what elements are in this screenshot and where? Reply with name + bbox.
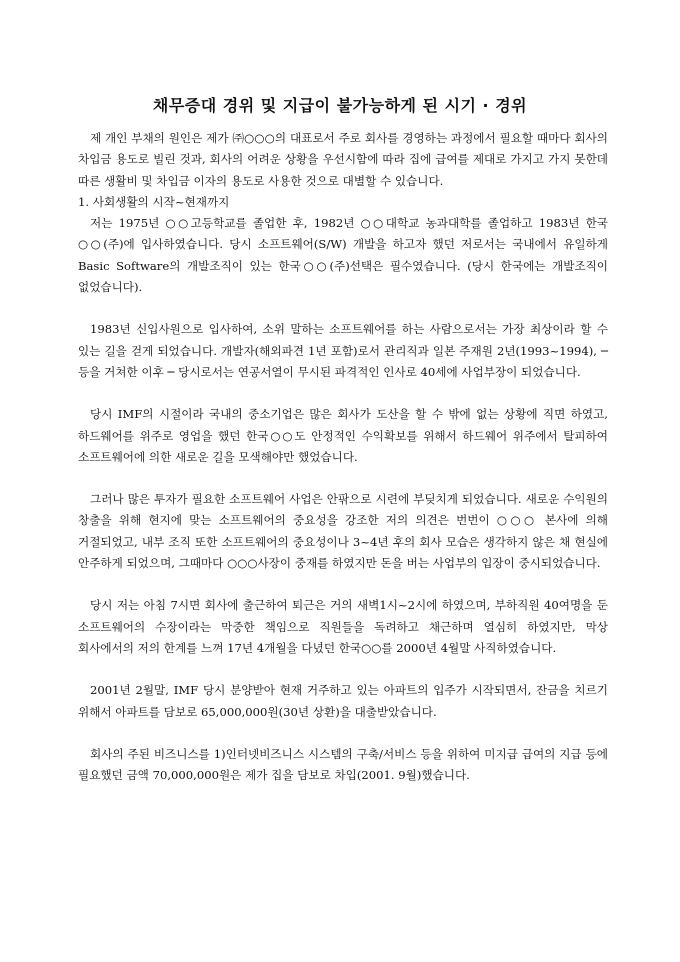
paragraph-intro: 제 개인 부채의 원인은 제가 ㈜○○○의 대표로서 주로 회사를 경영하는 과정에서 필요할 때마다 회사의 차입금 용도로 빌린 것과, 회사의 어려운 상황을 우선시함에 따라 집에 급여를 제대로 가지고 가지 못한데 따른 생활비 및 차입금 이자의 용도로 사용한 것으로 대별할 수 있습니다. xyxy=(78,131,609,188)
section-heading-career: 1. 사회생활의 시작~현재까지 xyxy=(78,194,230,209)
paragraph-resignation: 당시 저는 아침 7시면 회사에 출근하여 퇴근은 거의 새벽1시~2시에 하였으며, 부하직원 40여명을 둔 소프트웨어의 수장이라는 막중한 책임으로 직원들을 독려하고 채근하며 열심히 하였지만, 막상 회사에서의 저의 한계를 느껴 17년 4개월을 다녔던 한국○○를 2000년 4월말 사직하였습니다. xyxy=(78,598,608,655)
document-title: 채무증대 경위 및 지급이 불가능하게 된 시기 · 경위 xyxy=(152,96,528,115)
paragraph-imf-era: 당시 IMF의 시절이라 국내의 중소기업은 많은 회사가 도산을 할 수 밖에 없는 상황에 직면 하였고, 하드웨어를 위주로 영업을 했던 한국○○도 안정적인 수익확보를 위해서 하드웨어 위주에서 탈피하여 소프트웨어에 의한 새로운 길을 모색해야만 했었습니다. xyxy=(78,407,608,464)
paragraph-career-start: 1983년 신입사원으로 입사하여, 소위 말하는 소프트웨어를 하는 사람으로서는 가장 최상이라 할 수 있는 길을 걷게 되었습니다. 개발자(해외파견 1년 포함)로서 관리직과 일본 주재원 2년(1993~1994), ─ 등을 거쳐한 이후 ─ 당시로서는 연공서열이 무시된 파격적인 인사로 40세에 사업부장이 되었습니다. xyxy=(78,322,608,379)
document-body xyxy=(78,128,608,786)
paragraph-software-trials: 그러나 많은 투자가 필요한 소프트웨어 사업은 안팎으로 시련에 부딪치게 되었습니다. 새로운 수익원의 창출을 위해 현지에 맞는 소프트웨어의 중요성을 강조한 저의 의견은 번번이 ○○○ 본사에 의해 거절되었고, 내부 조직 또한 소프트웨어의 중요성이나 3~4년 후의 회사 모습은 생각하지 않은 채 현실에 안주하게 되었으며, 그때마다 ○○○사장이 중재를 하였지만 돈을 버는 사업부의 입장이 중시되었습니다. xyxy=(78,492,608,571)
paragraph-education: 저는 1975년 ○○고등학교를 졸업한 후, 1982년 ○○대학교 농과대학를 졸업하고 1983년 한국○○(주)에 입사하였습니다. 당시 소프트웨어(S/W) 개발을 하고자 했던 저로서는 국내에서 유일하게 Basic Software의 개발조직이 있는 한국○○(주)선택은 필수였습니다. (당시 한국에는 개발조직이 없었습니다). xyxy=(78,216,608,295)
paragraph-business-loan: 회사의 주된 비즈니스를 1)인터넷비즈니스 시스템의 구축/서비스 등을 위하여 미지급 급여의 지급 등에 필요했던 금액 70,000,000원은 제가 집을 담보로 차입(2001. 9월)했습니다. xyxy=(78,746,608,783)
paragraph-apartment-loan: 2001년 2월말, IMF 당시 분양받아 현재 거주하고 있는 아파트의 입주가 시작되면서, 잔금을 치르기 위해서 아파트를 담보로 65,000,000원(30년 상환)을 대출받았습니다. xyxy=(78,683,608,719)
